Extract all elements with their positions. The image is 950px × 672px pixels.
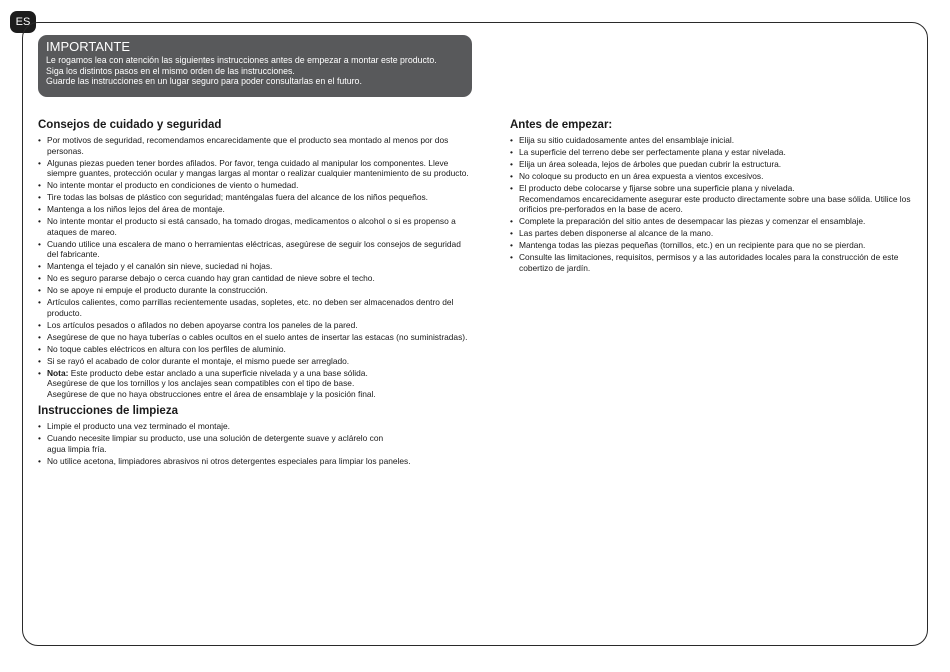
list-item-text: Si se rayó el acabado de color durante el montaje, el mismo puede ser arreglado. (47, 355, 350, 366)
bullet-icon: • (38, 285, 41, 295)
bullet-icon: • (38, 331, 41, 342)
list-item (38, 285, 478, 296)
list-item (38, 356, 478, 367)
bullet-icon: • (38, 421, 41, 431)
list-item-text: Asegúrese de que no haya tuberías o cables ocultos en el suelo antes de insertar las estacas (no suministradas). (47, 331, 468, 342)
list-item (510, 216, 914, 227)
bullet-icon: • (38, 273, 41, 283)
list-item-text: El producto debe colocarse y fijarse sobre una superficie plana y nivelada. (519, 183, 795, 193)
list-item (510, 183, 914, 215)
before-heading: Antes de empezar: (510, 119, 613, 131)
note-text: Asegúrese de que no haya obstrucciones entre el área de ensamblaje y la posición final. (47, 388, 376, 399)
list-item-text: Los artículos pesados o afilados no deben apoyarse contra los paneles de la pared. (47, 319, 358, 330)
list-item (510, 135, 914, 146)
list-item (38, 344, 478, 355)
note-text: Este producto debe estar anclado a una superficie nivelada y a una base sólida. (68, 367, 368, 378)
bullet-icon: • (38, 261, 41, 271)
list-item (510, 228, 914, 239)
note-item (38, 368, 478, 400)
bullet-icon: • (510, 228, 513, 238)
bullet-icon: • (510, 216, 513, 226)
list-item-text: del fabricante. (47, 249, 100, 259)
list-item-text: No se apoye ni empuje el producto durante la construcción. (47, 285, 268, 295)
list-item-text: Artículos calientes, como parrillas recientemente usadas, sopletes, etc. no deben ser almacenados dentro del producto. (47, 297, 454, 318)
bullet-icon: • (510, 240, 513, 250)
bullet-icon: • (510, 147, 513, 157)
bullet-icon: • (38, 297, 41, 307)
bullet-icon: • (38, 319, 41, 330)
important-title: IMPORTANTE (46, 39, 131, 54)
list-item-text: Cuando utilice una escalera de mano o herramientas eléctricas, asegúrese de seguir los consejos de seguridad (47, 238, 461, 249)
right-column (510, 118, 914, 275)
list-item-text: Mantenga a los niños lejos del área de montaje. (47, 204, 225, 214)
safety-heading: Consejos de cuidado y seguridad (38, 119, 222, 131)
list-item (38, 332, 478, 343)
language-badge: ES (10, 11, 36, 33)
list-item (510, 171, 914, 182)
list-item-text: Elija su sitio cuidadosamente antes del ensamblaje inicial. (519, 135, 735, 145)
list-item (38, 456, 478, 467)
list-item (510, 240, 914, 251)
bullet-icon: • (38, 192, 41, 202)
bullet-icon: • (38, 355, 41, 366)
list-item-text: Algunas piezas pueden tener bordes afilados. Por favor, tenga cuidado al manipular los componentes. Lleve siempre guantes, protección ocular y mangas largas al montar o realizar cualquier mantenimiento de su producto. (47, 157, 469, 178)
before-list (510, 135, 914, 273)
bullet-icon: • (38, 367, 41, 378)
list-item-text: No es seguro pararse debajo o cerca cuando hay gran cantidad de nieve sobre el techo. (47, 273, 375, 283)
bullet-icon: • (510, 252, 513, 262)
list-item-text: Recomendamos encarecidamente asegurar este producto directamente sobre una base sólida. Utilice los orificios pre-perforados en la base de acero. (519, 193, 911, 214)
list-item (38, 180, 478, 191)
bullet-icon: • (38, 135, 41, 145)
list-item (38, 135, 478, 156)
list-item (38, 192, 478, 203)
list-item-text: No coloque su producto en un área expuesta a vientos excesivos. (519, 171, 764, 181)
list-item-text: No intente montar el producto en condiciones de viento o humedad. (47, 180, 299, 190)
list-item (38, 216, 478, 237)
list-item-text: La superficie del terreno debe ser perfectamente plana y estar nivelada. (519, 147, 786, 157)
important-line: Guarde las instrucciones en un lugar seguro para poder consultarlas en el futuro. (46, 76, 362, 86)
list-item-text: Tire todas las bolsas de plástico con seguridad; manténgalas fuera del alcance de los niños pequeños. (47, 192, 428, 202)
list-item (38, 433, 478, 454)
bullet-icon: • (38, 180, 41, 190)
list-item-text: No toque cables eléctricos en altura con los perfiles de aluminio. (47, 343, 286, 354)
cleaning-heading: Instrucciones de limpieza (38, 405, 178, 417)
list-item-text: agua limpia fría. (47, 443, 107, 454)
list-item (38, 204, 478, 215)
list-item-text: No intente montar el producto si está cansado, ha tomado drogas, medicamentos o alcohol o si es propenso a ataques de mareo. (47, 216, 456, 237)
important-notice-box (38, 35, 472, 97)
important-line: Le rogamos lea con atención las siguientes instrucciones antes de empezar a montar este producto. (46, 55, 437, 65)
bullet-icon: • (38, 433, 41, 443)
list-item-text: Limpie el producto una vez terminado el montaje. (47, 421, 230, 431)
list-item (38, 261, 478, 272)
list-item-text: Mantenga todas las piezas pequeñas (tornillos, etc.) en un recipiente para que no se pierdan. (519, 240, 866, 250)
safety-list (38, 135, 478, 399)
list-item (38, 158, 478, 179)
bullet-icon: • (510, 159, 513, 169)
list-item-text: Consulte las limitaciones, requisitos, permisos y a las autoridades locales para la construcción de este cobertizo de jardín. (519, 252, 899, 273)
list-item (510, 159, 914, 170)
list-item (38, 320, 478, 331)
list-item (38, 273, 478, 284)
list-item-text: Por motivos de seguridad, recomendamos encarecidamente que el producto sea montado al menos por dos personas. (47, 135, 449, 156)
bullet-icon: • (510, 183, 513, 193)
cleaning-list (38, 421, 478, 466)
bullet-icon: • (38, 238, 41, 249)
list-item (38, 297, 478, 318)
bullet-icon: • (38, 157, 41, 168)
important-line: Siga los distintos pasos en el mismo orden de las instrucciones. (46, 65, 295, 76)
note-label: Nota: (47, 367, 69, 378)
list-item-text: Cuando necesite limpiar su producto, use una solución de detergente suave y aclárelo con (47, 433, 384, 443)
list-item-text: Las partes deben disponerse al alcance de la mano. (519, 228, 714, 238)
list-item-text: Mantenga el tejado y el canalón sin nieve, suciedad ni hojas. (47, 261, 273, 271)
bullet-icon: • (38, 216, 41, 226)
left-column (38, 118, 478, 468)
bullet-icon: • (38, 204, 41, 214)
list-item (38, 239, 478, 260)
bullet-icon: • (38, 455, 41, 466)
bullet-icon: • (510, 135, 513, 145)
list-item (38, 421, 478, 432)
list-item (510, 252, 914, 273)
list-item-text: Complete la preparación del sitio antes de desempacar las piezas y comenzar el ensamblaje. (519, 216, 866, 226)
note-text: Asegúrese de que los tornillos y los anclajes sean compatibles con el tipo de base. (47, 378, 355, 388)
list-item (510, 147, 914, 158)
bullet-icon: • (38, 343, 41, 354)
list-item-text: No utilice acetona, limpiadores abrasivos ni otros detergentes especiales para limpiar los paneles. (47, 455, 411, 466)
list-item-text: Elija un área soleada, lejos de árboles que puedan cubrir la estructura. (519, 159, 782, 169)
bullet-icon: • (510, 171, 513, 181)
